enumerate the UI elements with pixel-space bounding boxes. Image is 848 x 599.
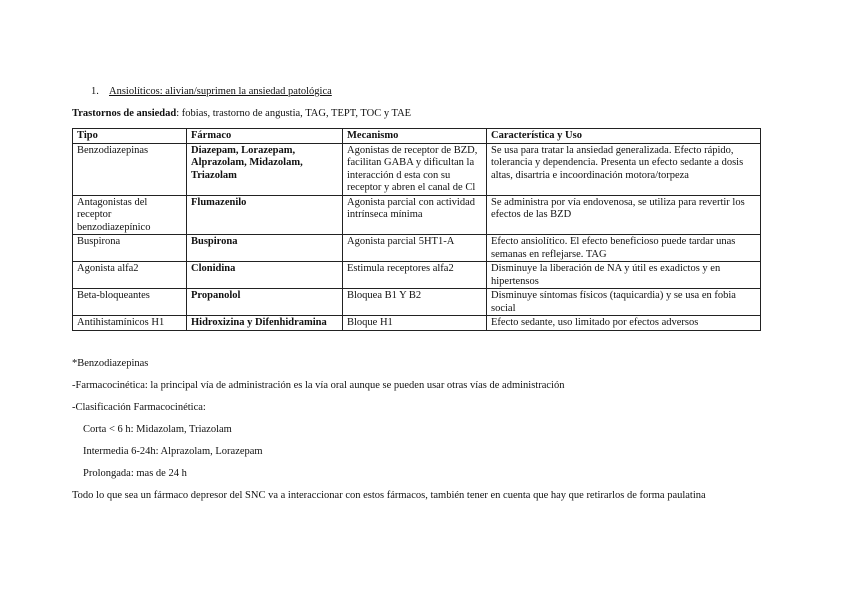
header-farmaco: Fármaco (187, 129, 343, 144)
cell-tipo: Beta-bloqueantes (73, 289, 187, 316)
table-row (73, 316, 761, 331)
cell-farmaco: Buspirona (187, 235, 343, 262)
cell-tipo: Antihistamínicos H1 (73, 316, 187, 331)
table-row (73, 235, 761, 262)
anxiolytics-table (72, 128, 761, 331)
cell-uso: Disminuye la liberación de NA y útil es exadictos y en hipertensos (487, 262, 761, 289)
header-tipo: Tipo (73, 129, 187, 144)
notes-farmacocinetica: -Farmacocinética: la principal vía de administración es la vía oral aunque se pueden usar otras vías de administración (72, 380, 565, 391)
cell-mecanismo: Bloque H1 (343, 316, 487, 331)
cell-mecanismo: Agonista parcial con actividad intrínseca mínima (343, 195, 487, 235)
section-heading (91, 86, 332, 97)
cell-uso: Efecto sedante, uso limitado por efectos adversos (487, 316, 761, 331)
heading-number: 1. (91, 86, 99, 97)
cell-farmaco: Diazepam, Lorazepam, Alprazolam, Midazolam, Triazolam (187, 143, 343, 195)
cell-tipo: Benzodiazepinas (73, 143, 187, 195)
header-mecanismo: Mecanismo (343, 129, 487, 144)
notes-clasificacion: -Clasificación Farmacocinética: (72, 402, 206, 413)
notes-intermedia: Intermedia 6-24h: Alprazolam, Lorazepam (83, 446, 263, 457)
cell-mecanismo: Bloquea B1 Y B2 (343, 289, 487, 316)
cell-tipo: Antagonistas del receptor benzodiazepínico (73, 195, 187, 235)
cell-uso: Se usa para tratar la ansiedad generalizada. Efecto rápido, tolerancia y dependencia. Presenta un efecto sedante a dosis altas, disartria e incoordinación motora/torpeza (487, 143, 761, 195)
cell-mecanismo: Agonistas de receptor de BZD, facilitan GABA y dificultan la interacción d esta con su receptor y abren el canal de Cl (343, 143, 487, 195)
cell-farmaco: Clonidina (187, 262, 343, 289)
cell-uso: Disminuye síntomas físicos (taquicardia) y se usa en fobia social (487, 289, 761, 316)
heading-text: Ansiolíticos: alivian/suprimen la ansiedad patológica (109, 86, 332, 97)
table-row (73, 143, 761, 195)
notes-corta: Corta < 6 h: Midazolam, Triazolam (83, 424, 232, 435)
anxiety-disorders-list: : fobias, trastorno de angustia, TAG, TEPT, TOC y TAE (176, 108, 412, 119)
table-row (73, 195, 761, 235)
cell-tipo: Agonista alfa2 (73, 262, 187, 289)
cell-mecanismo: Agonista parcial 5HT1-A (343, 235, 487, 262)
cell-uso: Efecto ansiolítico. El efecto beneficioso puede tardar unas semanas en reflejarse. TAG (487, 235, 761, 262)
table-row (73, 262, 761, 289)
notes-title: *Benzodiazepinas (72, 358, 149, 369)
notes-prolongada: Prolongada: mas de 24 h (83, 468, 187, 479)
cell-tipo: Buspirona (73, 235, 187, 262)
header-uso: Característica y Uso (487, 129, 761, 144)
cell-farmaco: Hidroxizina y Difenhidramina (187, 316, 343, 331)
cell-farmaco: Flumazenilo (187, 195, 343, 235)
anxiety-disorders-label: Trastornos de ansiedad (72, 108, 177, 119)
cell-farmaco: Propanolol (187, 289, 343, 316)
table-row (73, 289, 761, 316)
table-header-row (73, 129, 761, 144)
cell-mecanismo: Estimula receptores alfa2 (343, 262, 487, 289)
cell-uso: Se administra por vía endovenosa, se utiliza para revertir los efectos de las BZD (487, 195, 761, 235)
notes-conclusion: Todo lo que sea un fármaco depresor del SNC va a interaccionar con estos fármacos, también tener en cuenta que hay que retirarlos de forma paulatina (72, 490, 706, 501)
anxiety-disorders-line (72, 108, 411, 119)
